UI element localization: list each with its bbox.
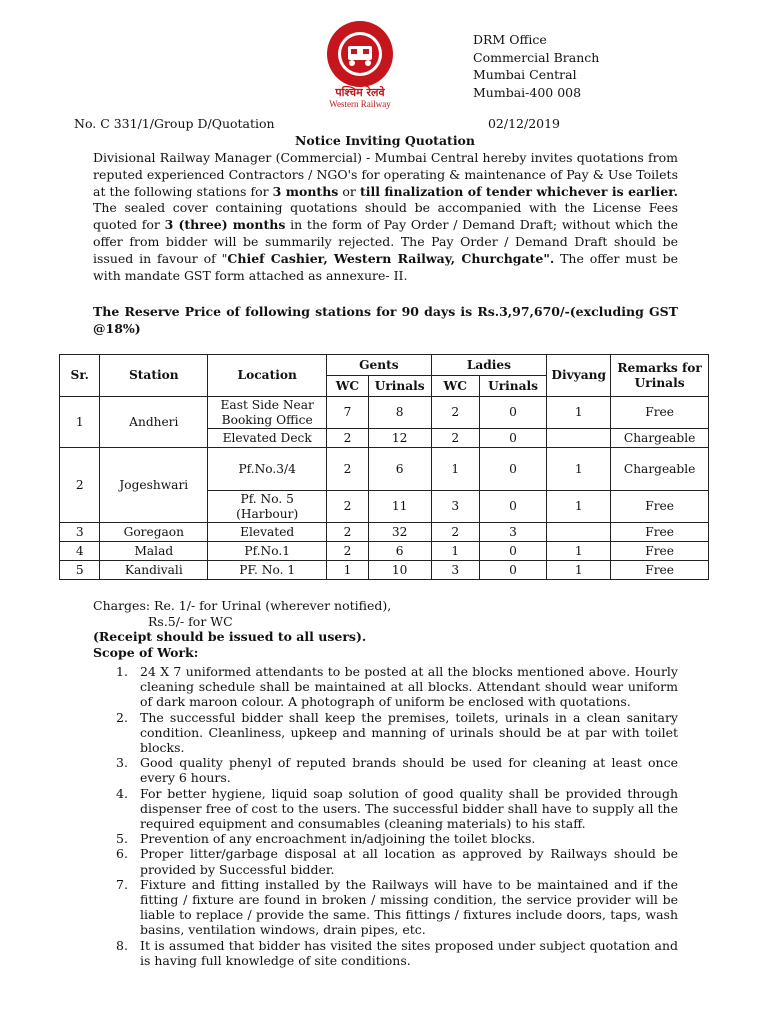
cell-gents-wc: 1 (327, 561, 369, 580)
list-item: 4. For better hygiene, liquid soap solution of good quality shall be provided through dispenser free of cost to the users. The successful bidder shall have to supply all the required equipment and consumables (cleaning materials) to his staff. (116, 785, 678, 832)
cell-sr: 4 (60, 542, 100, 561)
reference-line (74, 116, 560, 131)
cell-gents-urinals: 10 (368, 561, 431, 580)
list-item: 3. Good quality phenyl of reputed brands should be used for cleaning at least once every 6 hours. (116, 755, 678, 786)
cell-ladies-wc: 3 (431, 491, 479, 523)
charges-section (93, 598, 693, 660)
header-ladies-wc: WC (431, 376, 479, 397)
cell-ladies-wc: 2 (431, 429, 479, 448)
cell-location: Elevated Deck (208, 429, 327, 448)
notice-title: Notice Inviting Quotation (295, 133, 475, 148)
table-row (60, 523, 709, 542)
cell-ladies-wc: 1 (431, 448, 479, 491)
cell-ladies-urinals: 0 (479, 542, 546, 561)
notice-date: 02/12/2019 (487, 116, 560, 131)
cell-ladies-wc: 3 (431, 561, 479, 580)
address-line: Mumbai Central (473, 67, 577, 82)
cell-gents-wc: 2 (327, 523, 369, 542)
cell-location: PF. No. 1 (208, 561, 327, 580)
cell-location: Pf.No.3/4 (208, 448, 327, 491)
cell-gents-urinals: 6 (368, 448, 431, 491)
cell-gents-urinals: 11 (368, 491, 431, 523)
cell-gents-wc: 7 (327, 397, 369, 429)
cell-gents-wc: 2 (327, 542, 369, 561)
cell-gents-urinals: 6 (368, 542, 431, 561)
cell-sr: 3 (60, 523, 100, 542)
cell-divyang: 1 (547, 397, 611, 429)
cell-divyang: 1 (547, 491, 611, 523)
scope-heading: Scope of Work: (93, 644, 199, 660)
cell-gents-urinals: 32 (368, 523, 431, 542)
receipt-note: (Receipt should be issued to all users). (93, 629, 367, 645)
cell-ladies-wc: 2 (431, 523, 479, 542)
cell-gents-urinals: 8 (368, 397, 431, 429)
cell-location: Pf.No.1 (208, 542, 327, 561)
cell-remarks: Free (611, 542, 709, 561)
header-gents-wc: WC (327, 376, 369, 397)
cell-remarks: Free (611, 561, 709, 580)
list-item: 1. 24 X 7 uniformed attendants to be posted at all the blocks mentioned above. Hourly cleaning schedule shall be maintained at all blocks. Attendant should wear uniform of dark maroon colour. A photograph of uniform be enclosed with quotations. (116, 664, 678, 710)
cell-ladies-urinals: 3 (479, 523, 546, 542)
address-line: Commercial Branch (473, 49, 600, 65)
cell-divyang: 1 (547, 561, 611, 580)
cell-remarks: Chargeable (611, 448, 709, 491)
cell-ladies-urinals: 0 (479, 561, 546, 580)
header-location: Location (208, 355, 327, 397)
table-row (60, 542, 709, 561)
cell-divyang (547, 429, 611, 448)
header-station: Station (100, 355, 208, 397)
cell-station: Jogeshwari (100, 448, 208, 523)
cell-divyang: 1 (547, 448, 611, 491)
cell-location: Pf. No. 5 (Harbour) (208, 491, 327, 523)
logo-hindi-name: पश्चिम रेलवे (335, 86, 385, 99)
logo-english-name: Western Railway (329, 99, 391, 109)
cell-divyang (547, 523, 611, 542)
cell-ladies-wc: 1 (431, 542, 479, 561)
address-line: Mumbai-400 008 (473, 84, 582, 100)
header-ladies-urinals: Urinals (479, 376, 546, 397)
cell-sr: 1 (60, 397, 100, 448)
cell-location: Elevated (208, 523, 327, 542)
cell-station: Goregaon (100, 523, 208, 542)
table-row (60, 448, 709, 491)
cell-station: Kandivali (100, 561, 208, 580)
stations-table (59, 354, 709, 580)
list-item: 8. It is assumed that bidder has visited the sites proposed under subject quotation and is having full knowledge of site conditions. (116, 937, 678, 968)
office-address (473, 31, 599, 101)
cell-gents-wc: 2 (327, 429, 369, 448)
cell-ladies-urinals: 0 (479, 397, 546, 429)
western-railway-logo (318, 18, 402, 110)
cell-station: Andheri (100, 397, 208, 448)
cell-gents-urinals: 12 (368, 429, 431, 448)
cell-gents-wc: 2 (327, 448, 369, 491)
cell-station: Malad (100, 542, 208, 561)
cell-ladies-urinals: 0 (479, 429, 546, 448)
cell-divyang: 1 (547, 542, 611, 561)
cell-location: East Side Near Booking Office (208, 397, 327, 429)
list-item: 2. The successful bidder shall keep the premises, toilets, urinals in a clean sanitary condition. Cleanliness, upkeep and manning of urinals should be at par with toilet blocks. (116, 709, 678, 756)
table-row (60, 561, 709, 580)
cell-remarks: Free (611, 523, 709, 542)
header-gents-urinals: Urinals (368, 376, 431, 397)
cell-sr: 2 (60, 448, 100, 523)
list-item: 7. Fixture and fitting installed by the Railways will have to be maintained and if the fitting / fixture are found in broken / missing condition, the service provider will be liable to replace / provide the same. This fittings / fixtures include doors, taps, wash basins, ventilation windows, drain pipes, etc. (116, 876, 678, 938)
cell-sr: 5 (60, 561, 100, 580)
header-divyang: Divyang (547, 355, 611, 397)
header-gents: Gents (327, 355, 431, 376)
charges-urinal: Charges: Re. 1/- for Urinal (wherever notified), (93, 598, 392, 613)
table-row (60, 397, 709, 429)
header-sr: Sr. (60, 355, 100, 397)
reserve-price-statement: The Reserve Price of following stations for 90 days is Rs.3,97,670/-(excluding GST @18%) (93, 304, 678, 336)
cell-ladies-urinals: 0 (479, 491, 546, 523)
intro-paragraph: Divisional Railway Manager (Commercial) - Mumbai Central hereby invites quotations from reputed experienced Contractors / NGO's for operating & maintenance of Pay & Use Toilets at the following stations for 3 months or till finalization of tender whichever is earlier. The sealed cover containing quotations should be accompanied with the License Fees quoted for 3 (three) months in the form of Pay Order / Demand Draft; without which the offer from bidder will be summarily rejected. The Pay Order / Demand Draft should be issued in favour of "Chief Cashier, Western Railway, Churchgate". The offer must be with mandate GST form attached as annexure- II. (93, 150, 679, 283)
cell-gents-wc: 2 (327, 491, 369, 523)
cell-remarks: Free (611, 397, 709, 429)
header-ladies: Ladies (431, 355, 547, 376)
list-item: 5. Prevention of any encroachment in/adjoining the toilet blocks. (116, 831, 536, 847)
cell-remarks: Chargeable (611, 429, 709, 448)
cell-ladies-wc: 2 (431, 397, 479, 429)
cell-ladies-urinals: 0 (479, 448, 546, 491)
charges-wc: Rs.5/- for WC (148, 613, 233, 629)
reference-number: No. C 331/1/Group D/Quotation (74, 116, 275, 131)
address-line: DRM Office (473, 32, 547, 47)
cell-remarks: Free (611, 491, 709, 523)
header-remarks: Remarks for Urinals (611, 355, 709, 397)
scope-of-work-list (116, 664, 678, 968)
list-item: 6. Proper litter/garbage disposal at all location as approved by Railways should be provided by Successful bidder. (116, 846, 678, 877)
